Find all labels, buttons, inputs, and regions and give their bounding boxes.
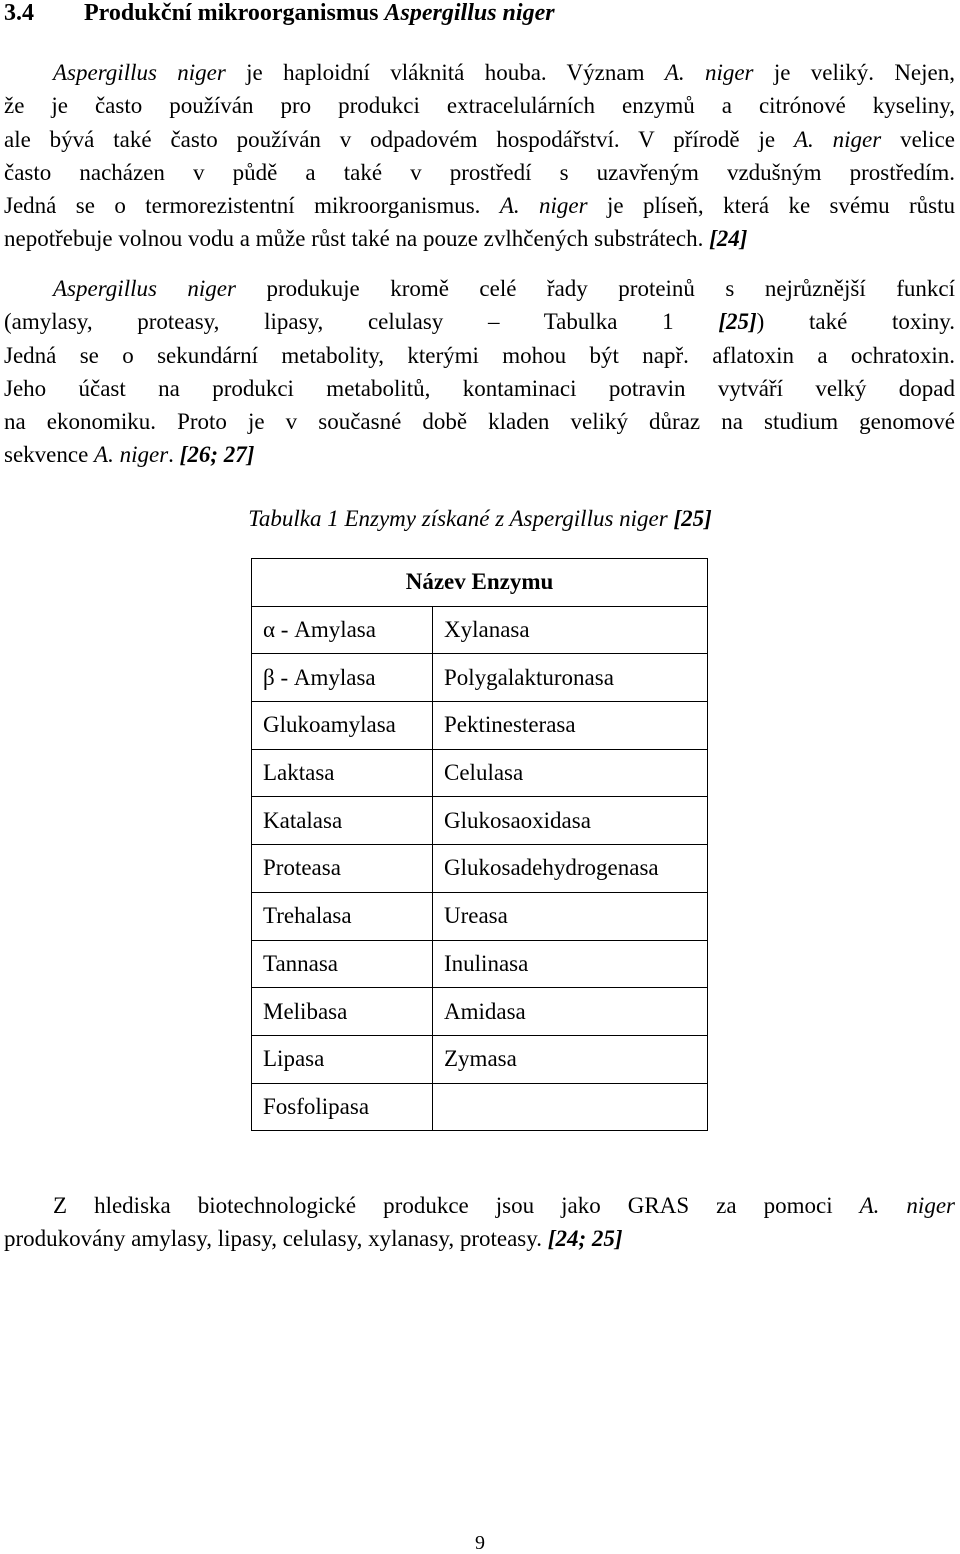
table-header: Název Enzymu [252, 559, 708, 607]
page-number: 9 [475, 1532, 485, 1554]
text-span: Jedná se o termorezistentní mikroorganismus. [4, 193, 500, 219]
table-row [252, 654, 708, 702]
text-span: . [168, 442, 180, 468]
text-line [4, 222, 955, 255]
text-span: sekvence [4, 442, 95, 468]
enzyme-cell-left: Tannasa [252, 940, 433, 988]
text-line [4, 189, 955, 222]
enzyme-cell-left: Katalasa [252, 797, 433, 845]
text-line: často nacházen v půdě a také v prostředí s uzavřeným vzdušným prostředím. [4, 159, 955, 185]
table-row [252, 1035, 708, 1083]
enzyme-table [251, 558, 708, 1131]
enzyme-cell-left: Lipasa [252, 1035, 433, 1083]
enzyme-cell-right: Pektinesterasa [433, 702, 708, 750]
citation: [25] [718, 309, 757, 335]
species-name: A. niger [664, 60, 754, 85]
species-name: A. niger [859, 1193, 955, 1218]
table-body [252, 606, 708, 1131]
section-title-species: Aspergillus niger [384, 0, 555, 26]
enzyme-cell-right: Polygalakturonasa [433, 654, 708, 702]
table-row [252, 749, 708, 797]
text-span: produkuje kromě celé řady proteinů s nejrůznější funkcí [235, 276, 955, 301]
section-title: Produkční mikroorganismus [84, 0, 385, 26]
table-header-row [252, 559, 708, 607]
species-name: Aspergillus niger [53, 60, 226, 85]
table-row [252, 988, 708, 1036]
text-span: ale bývá také často používán v odpadovém hospodářství. V přírodě je [4, 126, 794, 152]
enzyme-cell-left: β - Amylasa [252, 654, 433, 702]
text-line [4, 123, 955, 156]
enzyme-cell-left: Fosfolipasa [252, 1083, 433, 1131]
table-row [252, 1083, 708, 1131]
enzyme-cell-left: Proteasa [252, 845, 433, 893]
text-line: na ekonomiku. Proto je v současné době kladen veliký důraz na studium genomové [4, 409, 955, 435]
enzyme-cell-right: Glukosadehydrogenasa [433, 845, 708, 893]
paragraph-gras [4, 1189, 955, 1256]
species-name: A. niger [793, 126, 882, 152]
text-span: Z hlediska biotechnologické produkce jsou jako GRAS za pomoci [53, 1193, 860, 1218]
citation: [24; 25] [547, 1226, 623, 1252]
text-line [4, 1222, 955, 1255]
enzyme-cell-left: Glukoamylasa [252, 702, 433, 750]
text-line: že je často používán pro produkci extracelulárních enzymů a citrónové kyseliny, [4, 93, 955, 119]
text-span: je haploidní vláknitá houba. Význam [225, 60, 665, 85]
enzyme-cell-left: α - Amylasa [252, 606, 433, 654]
table-row [252, 940, 708, 988]
text-line [4, 438, 955, 471]
text-line [4, 305, 955, 338]
table-row [252, 702, 708, 750]
text-span: (amylasy, proteasy, lipasy, celulasy – Tabulka 1 [4, 309, 719, 335]
enzyme-cell-right: Inulinasa [433, 940, 708, 988]
text-line [4, 272, 955, 305]
enzyme-cell-right: Xylanasa [433, 606, 708, 654]
section-heading [4, 0, 555, 26]
text-span: ) také toxiny. [756, 309, 955, 335]
text-span: je veliký. Nejen, [753, 60, 955, 85]
text-line [4, 56, 955, 89]
paragraph-intro [4, 56, 955, 256]
enzyme-cell-right [433, 1083, 708, 1131]
enzyme-cell-right: Zymasa [433, 1035, 708, 1083]
enzyme-cell-right: Amidasa [433, 988, 708, 1036]
species-name: A. niger [499, 193, 588, 219]
enzyme-cell-right: Ureasa [433, 892, 708, 940]
table-row [252, 606, 708, 654]
enzyme-cell-right: Glukosaoxidasa [433, 797, 708, 845]
citation: [25] [673, 506, 712, 531]
text-span: je plíseň, která ke svému růstu [587, 193, 956, 219]
enzyme-cell-left: Melibasa [252, 988, 433, 1036]
table-caption [0, 504, 960, 534]
text-line: Jedná se o sekundární metabolity, kterými mohou být např. aflatoxin a ochratoxin. [4, 342, 955, 368]
species-name: A. niger [94, 442, 169, 468]
section-number: 3.4 [4, 0, 34, 26]
enzyme-cell-left: Trehalasa [252, 892, 433, 940]
paragraph-proteins [4, 272, 955, 472]
table-row [252, 892, 708, 940]
text-line [4, 1189, 955, 1222]
caption-text: Tabulka 1 Enzymy získané z Aspergillus niger [248, 506, 674, 531]
text-line: Jeho účast na produkci metabolitů, kontaminaci potravin vytváří velký dopad [4, 375, 955, 401]
enzyme-cell-right: Celulasa [433, 749, 708, 797]
citation: [26; 27] [179, 442, 255, 468]
enzyme-cell-left: Laktasa [252, 749, 433, 797]
table-row [252, 845, 708, 893]
text-span: produkovány amylasy, lipasy, celulasy, xylanasy, proteasy. [4, 1226, 548, 1252]
text-span: velice [881, 126, 955, 152]
citation: [24] [709, 226, 748, 252]
species-name: Aspergillus niger [53, 276, 236, 301]
text-span: nepotřebuje volnou vodu a může růst také na pouze zvlhčených substrátech. [4, 226, 710, 252]
table-row [252, 797, 708, 845]
